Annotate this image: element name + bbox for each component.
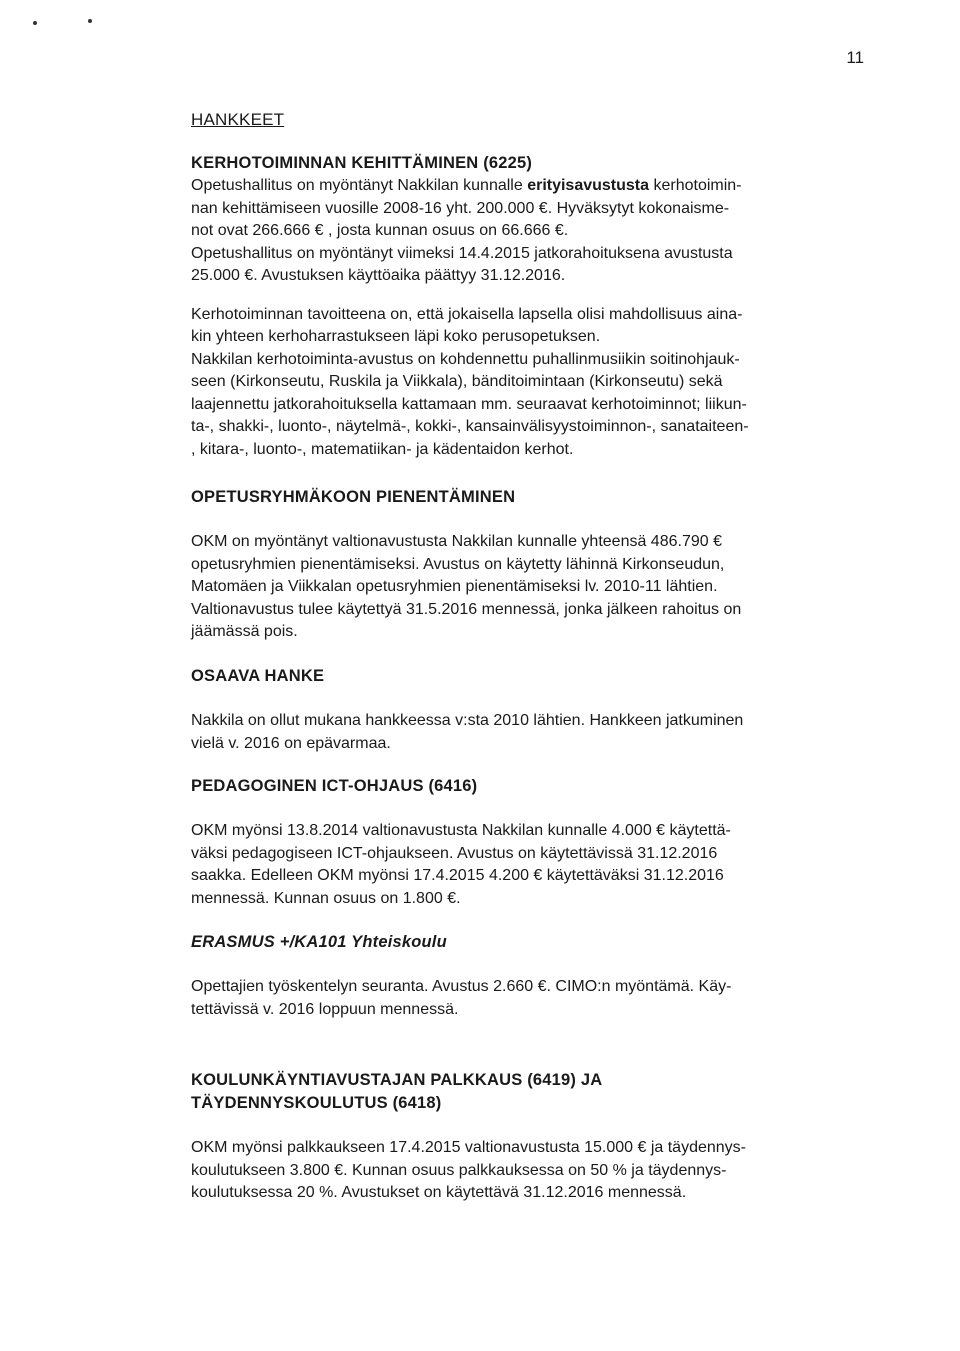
section-heading: KERHOTOIMINNAN KEHITTÄMINEN (6225)	[191, 154, 533, 172]
text-line: vielä v. 2016 on epävarmaa.	[191, 734, 391, 752]
text-line: jäämässä pois.	[191, 623, 298, 640]
text-line: laajennettu jatkorahoituksella kattamaan mm. seuraavat kerhotoiminnot; liikun-	[191, 395, 747, 413]
heading-line: TÄYDENNYSKOULUTUS (6418)	[191, 1094, 442, 1112]
text-line: ta-, shakki-, luonto-, näytelmä-, kokki-, kansainvälisyystoiminnon-, sanataiteen-	[191, 418, 749, 435]
text-line: Opetushallitus on myöntänyt Nakkilan kunnalle	[191, 177, 528, 194]
text-line: Matomäen ja Viikkalan opetusryhmien pienentämiseksi lv. 2010-11 lähtien.	[191, 578, 718, 595]
text-line: kin yhteen kerhoharrastukseen läpi koko perusopetuksen.	[191, 328, 601, 345]
text-line: not ovat 266.666 € , josta kunnan osuus on 66.666 €.	[191, 222, 569, 239]
text-line: 25.000 €. Avustuksen käyttöaika päättyy 31.12.2016.	[191, 267, 566, 284]
text-line: Opetushallitus on myöntänyt viimeksi 14.4.2015 jatkorahoituksena avustusta	[191, 244, 733, 262]
section-kerhotoiminta	[191, 152, 871, 461]
paragraph	[191, 1137, 871, 1205]
section-heading	[191, 1069, 871, 1115]
paragraph	[191, 820, 871, 910]
section-opetusryhma	[191, 486, 871, 644]
text-line: tettävissä v. 2016 loppuun mennessä.	[191, 1000, 459, 1018]
section-ict	[191, 775, 871, 910]
paragraph	[191, 304, 871, 462]
scan-speck	[33, 21, 37, 25]
bold-text: erityisavustusta	[527, 177, 650, 194]
text-line: seen (Kirkonseutu, Ruskila ja Viikkala), bänditoimintaan (Kirkonseutu) sekä	[191, 373, 723, 390]
main-title-block	[191, 108, 871, 131]
text-line: mennessä. Kunnan osuus on 1.800 €.	[191, 889, 461, 907]
text-line: Opettajien työskentelyn seuranta. Avustus 2.660 €. CIMO:n myöntämä. Käy-	[191, 978, 732, 995]
section-erasmus	[191, 931, 871, 1021]
section-heading: OPETUSRYHMÄKOON PIENENTÄMINEN	[191, 488, 516, 506]
text-line: kerhotoimin-	[649, 177, 742, 194]
text-line: OKM myönsi palkkaukseen 17.4.2015 valtionavustusta 15.000 € ja täydennys-	[191, 1139, 746, 1156]
scan-speck	[88, 19, 92, 23]
heading-line: KOULUNKÄYNTIAVUSTAJAN PALKKAUS (6419) JA	[191, 1071, 603, 1089]
text-line: Nakkila on ollut mukana hankkeessa v:sta 2010 lähtien. Hankkeen jatkuminen	[191, 712, 744, 729]
text-line: Valtionavustus tulee käytettyä 31.5.2016 mennessä, jonka jälkeen rahoitus on	[191, 600, 742, 618]
section-koulunkaynti	[191, 1069, 871, 1205]
main-title: HANKKEET	[191, 110, 285, 129]
text-line: koulutukseen 3.800 €. Kunnan osuus palkkauksessa on 50 % ja täydennys-	[191, 1161, 727, 1179]
section-heading: OSAAVA HANKE	[191, 667, 325, 685]
text-line: OKM on myöntänyt valtionavustusta Nakkilan kunnalle yhteensä 486.790 €	[191, 533, 722, 550]
paragraph	[191, 710, 871, 755]
section-heading: PEDAGOGINEN ICT-OHJAUS (6416)	[191, 777, 478, 795]
page-number: 11	[846, 48, 864, 67]
paragraph	[191, 976, 871, 1021]
text-line: saakka. Edelleen OKM myönsi 17.4.2015 4.200 € käytettäväksi 31.12.2016	[191, 867, 724, 884]
paragraph	[191, 175, 871, 288]
text-line: Kerhotoiminnan tavoitteena on, että jokaisella lapsella olisi mahdollisuus aina-	[191, 305, 743, 323]
text-line: väksi pedagogiseen ICT-ohjaukseen. Avustus on käytettävissä 31.12.2016	[191, 844, 718, 862]
text-line: OKM myönsi 13.8.2014 valtionavustusta Nakkilan kunnalle 4.000 € käytettä-	[191, 822, 731, 839]
section-heading: ERASMUS +/KA101 Yhteiskoulu	[191, 933, 447, 951]
text-line: , kitara-, luonto-, matematiikan- ja kädentaidon kerhot.	[191, 440, 574, 458]
text-line: nan kehittämiseen vuosille 2008-16 yht. 200.000 €. Hyväksytyt kokonaisme-	[191, 199, 730, 217]
text-line: Nakkilan kerhotoiminta-avustus on kohdennettu puhallinmusiikin soitinohjauk-	[191, 350, 740, 368]
section-osaava	[191, 665, 871, 755]
paragraph	[191, 531, 871, 644]
text-line: opetusryhmien pienentämiseksi. Avustus on käytetty lähinnä Kirkonseudun,	[191, 555, 725, 573]
text-line: koulutuksessa 20 %. Avustukset on käytettävä 31.12.2016 mennessä.	[191, 1184, 687, 1201]
